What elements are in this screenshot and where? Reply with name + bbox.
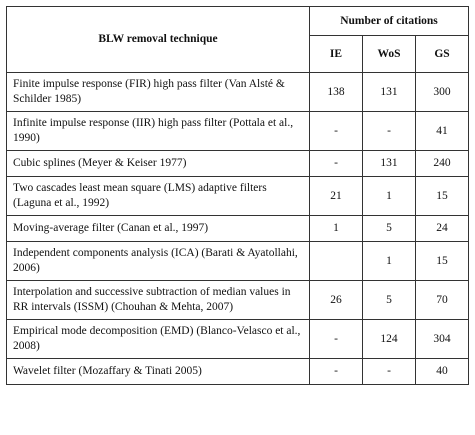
table-row bbox=[7, 281, 469, 320]
ie-cell: 26 bbox=[310, 281, 363, 320]
technique-cell: Moving-average filter (Canan et al., 1997) bbox=[7, 216, 310, 242]
ie-cell: 1 bbox=[310, 216, 363, 242]
technique-cell: Finite impulse response (FIR) high pass filter (Van Alsté & Schilder 1985) bbox=[7, 73, 310, 112]
technique-cell: Wavelet filter (Mozaffary & Tinati 2005) bbox=[7, 359, 310, 385]
table-row bbox=[7, 359, 469, 385]
table-row bbox=[7, 320, 469, 359]
wos-cell: 5 bbox=[363, 216, 416, 242]
wos-cell: - bbox=[363, 112, 416, 151]
gs-cell: 40 bbox=[416, 359, 469, 385]
gs-cell: 15 bbox=[416, 242, 469, 281]
technique-cell: Two cascades least mean square (LMS) adaptive filters (Laguna et al., 1992) bbox=[7, 177, 310, 216]
ie-cell bbox=[310, 242, 363, 281]
citations-table bbox=[6, 6, 469, 385]
wos-cell: 131 bbox=[363, 73, 416, 112]
gs-cell: 304 bbox=[416, 320, 469, 359]
gs-cell: 15 bbox=[416, 177, 469, 216]
gs-cell: 70 bbox=[416, 281, 469, 320]
ie-cell: - bbox=[310, 151, 363, 177]
gs-cell: 24 bbox=[416, 216, 469, 242]
wos-cell: 124 bbox=[363, 320, 416, 359]
technique-cell: Independent components analysis (ICA) (Barati & Ayatollahi, 2006) bbox=[7, 242, 310, 281]
table-row bbox=[7, 73, 469, 112]
table-row bbox=[7, 177, 469, 216]
technique-cell: Infinite impulse response (IIR) high pass filter (Pottala et al., 1990) bbox=[7, 112, 310, 151]
wos-column-header: WoS bbox=[363, 36, 416, 73]
wos-cell: 1 bbox=[363, 177, 416, 216]
wos-cell: - bbox=[363, 359, 416, 385]
technique-cell: Empirical mode decomposition (EMD) (Blanco-Velasco et al., 2008) bbox=[7, 320, 310, 359]
technique-cell: Cubic splines (Meyer & Keiser 1977) bbox=[7, 151, 310, 177]
gs-column-header: GS bbox=[416, 36, 469, 73]
ie-column-header: IE bbox=[310, 36, 363, 73]
table-row bbox=[7, 242, 469, 281]
gs-cell: 240 bbox=[416, 151, 469, 177]
table-row bbox=[7, 151, 469, 177]
table-row bbox=[7, 216, 469, 242]
wos-cell: 1 bbox=[363, 242, 416, 281]
gs-cell: 300 bbox=[416, 73, 469, 112]
ie-cell: 138 bbox=[310, 73, 363, 112]
citations-group-header: Number of citations bbox=[310, 7, 469, 36]
ie-cell: - bbox=[310, 320, 363, 359]
gs-cell: 41 bbox=[416, 112, 469, 151]
wos-cell: 5 bbox=[363, 281, 416, 320]
ie-cell: - bbox=[310, 112, 363, 151]
ie-cell: - bbox=[310, 359, 363, 385]
technique-column-header: BLW removal technique bbox=[7, 7, 310, 73]
ie-cell: 21 bbox=[310, 177, 363, 216]
wos-cell: 131 bbox=[363, 151, 416, 177]
table-row bbox=[7, 112, 469, 151]
technique-cell: Interpolation and successive subtraction of median values in RR intervals (ISSM) (Chouhan & Mehta, 2007) bbox=[7, 281, 310, 320]
